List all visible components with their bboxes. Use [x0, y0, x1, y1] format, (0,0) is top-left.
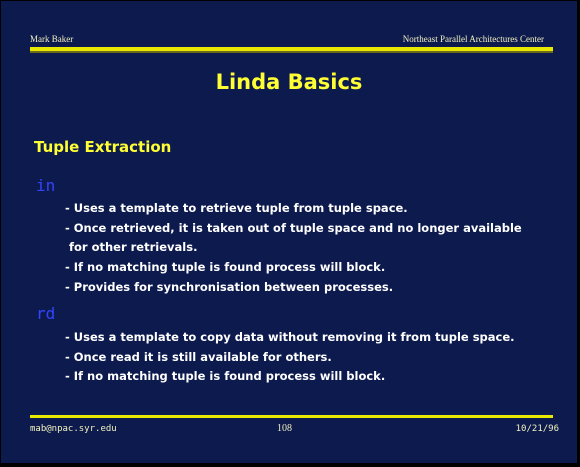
footer-page-number: 108: [277, 423, 292, 434]
bullet-item: - Uses a template to retrieve tuple from tuple space.: [65, 201, 408, 215]
operation-rd-label: rd: [36, 304, 56, 323]
operation-in-label: in: [36, 176, 56, 195]
header-organization: Northeast Parallel Architectures Center: [402, 34, 544, 44]
bullet-item-continuation: for other retrievals.: [69, 240, 198, 255]
bullet-item: - Once retrieved, it is taken out of tuple space and no longer available: [65, 220, 522, 235]
bullet-item: - Uses a template to copy data without removing it from tuple space.: [65, 330, 515, 344]
footer-date: 10/21/96: [515, 424, 559, 434]
slide: [1, 1, 577, 463]
bullet-item: - Provides for synchronisation between processes.: [65, 279, 394, 294]
footer-email: mab@npac.syr.edu: [30, 424, 117, 434]
operation-in-points: [65, 199, 522, 298]
bottom-rule: [30, 415, 553, 418]
bullet-item: - If no matching tuple is found process will block.: [65, 369, 386, 384]
top-rule-shadow: [30, 51, 553, 53]
header-author: Mark Baker: [30, 34, 74, 44]
section-heading: Tuple Extraction: [34, 138, 172, 156]
slide-title: Linda Basics: [215, 70, 363, 94]
bullet-item: - If no matching tuple is found process will block.: [65, 260, 386, 275]
bullet-item: - Once read it is still available for others.: [65, 349, 332, 364]
operation-rd-points: [65, 328, 515, 387]
